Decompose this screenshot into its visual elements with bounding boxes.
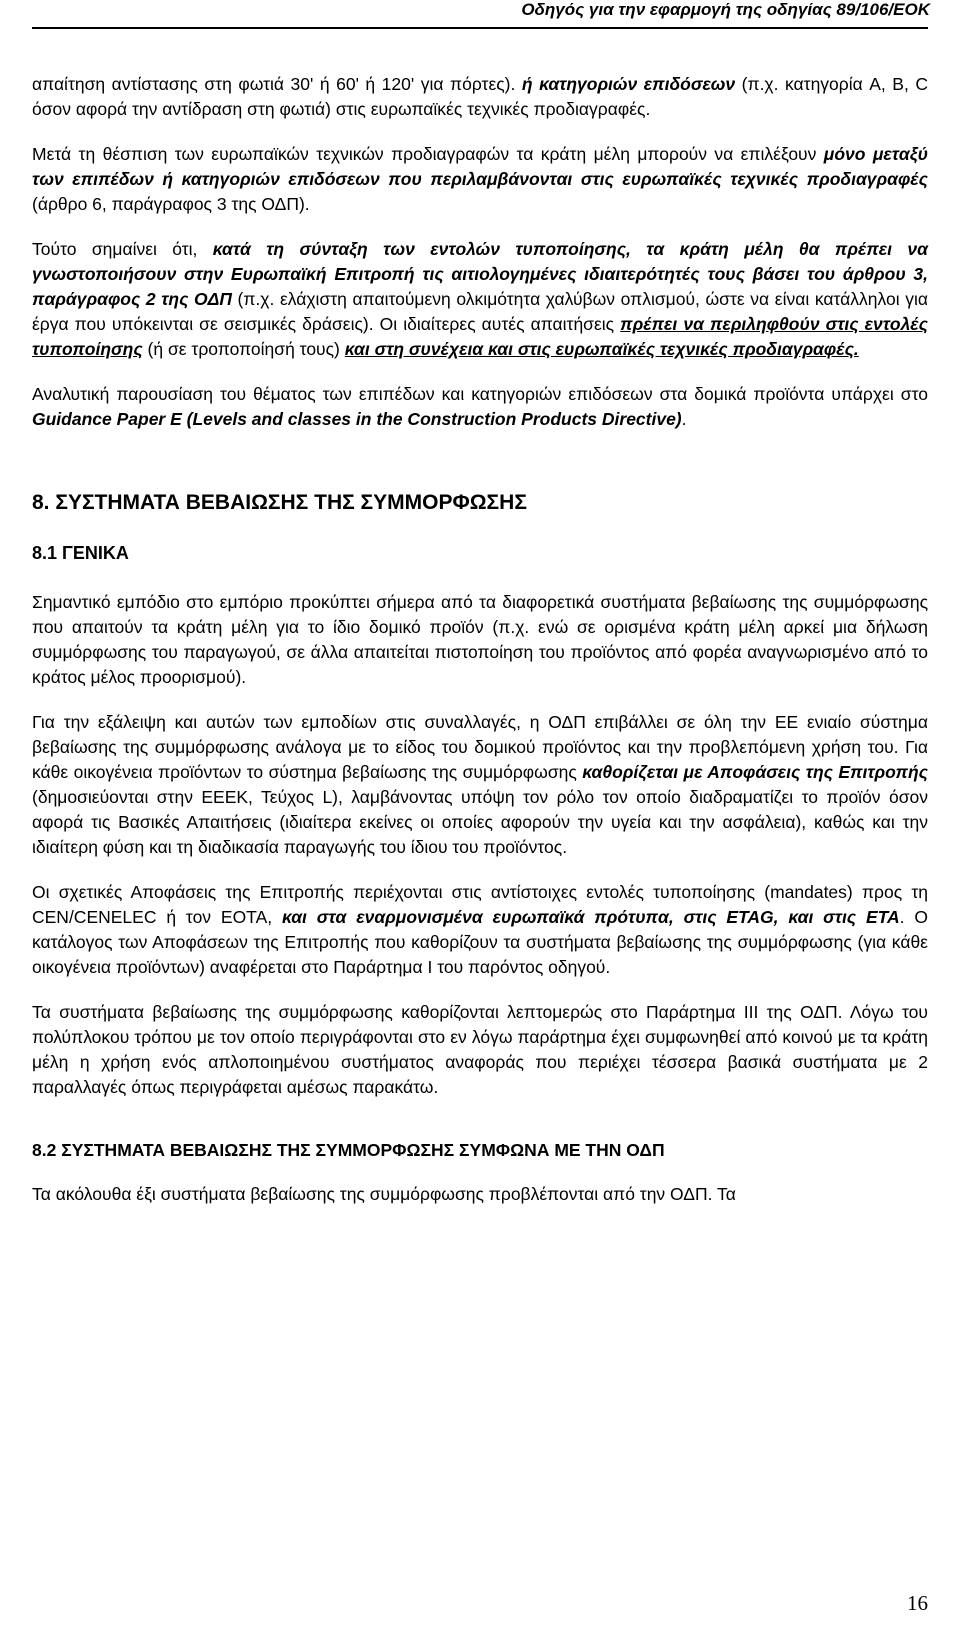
page-header [0,0,960,40]
header-rule [32,27,928,29]
text: Τούτο σημαίνει ότι, [32,239,213,259]
paragraph-1 [32,72,928,122]
emphasis: κατά τη σύνταξη των εντολών τυποποίησης, τα κράτη μέλη θα πρέπει να γνωστοποιήσουν στην Ευρωπαϊκή Επιτροπή τις αιτιολογημένες ιδιαιτερότητές τους βάσει του άρθρου 3, παράγραφος 2 της ΟΔΠ [32,239,928,309]
text: . Ο κατάλογος των Αποφάσεων της Επιτροπής που καθορίζουν τα συστήματα βεβαίωσης της συμμόρφωσης (για κάθε οικογένεια προϊόντων) αναφέρεται στο Παράρτημα Ι του παρόντος οδηγού. [32,907,928,977]
paragraph-6 [32,710,928,860]
emphasis: μόνο μεταξύ των επιπέδων ή κατηγοριών επιδόσεων που περιλαμβάνονται στις ευρωπαϊκές τεχνικές προδιαγραφές [32,144,928,189]
text: Μετά τη θέσπιση των ευρωπαϊκών τεχνικών προδιαγραφών τα κράτη μέλη μπορούν να επιλέξουν [32,144,824,164]
text: Σημαντικό εμπόδιο στο εμπόριο προκύπτει σήμερα από τα διαφορετικά συστήματα βεβαίωσης της συμμόρφωσης που απαιτούν τα κράτη μέλη για το ίδιο δομικό προϊόν (π.χ. ενώ σε ορισμένα κράτη μέλη αρκεί μια δήλωση συμμόρφωσης του παραγωγού, σε άλλα απαιτείται πιστοποίηση του προϊόντος από φορέα αναγνωρισμένο από το κράτος μέλος προορισμού). [32,592,928,687]
text: (δημοσιεύονται στην ΕΕΕΚ, Τεύχος L), λαμβάνοντας υπόψη τον ρόλο τον οποίο διαδραματίζει το προϊόν όσον αφορά τις Βασικές Απαιτήσεις (ιδιαίτερα εκείνες οι οποίες αφορούν την υγεία και την ασφάλεια), καθώς και την ιδιαίτερη φύση και τη διαδικασία παραγωγής του ίδιου του προϊόντος. [32,787,928,857]
emphasis: ή κατηγοριών επιδόσεων [521,74,736,94]
section-8-heading: 8. ΣΥΣΤΗΜΑΤΑ ΒΕΒΑΙΩΣΗΣ ΤΗΣ ΣΥΜΜΟΡΦΩΣΗΣ [32,491,527,514]
text: Οι σχετικές Αποφάσεις της Επιτροπής περιέχονται στις αντίστοιχες εντολές τυποποίησης (mandates) προς τη CEN/CENELEC ή τον ΕΟΤΑ, [32,882,928,927]
paragraph-3 [32,237,928,362]
text: (ή σε τροποποίησή τους) [142,339,345,359]
paragraph-4 [32,382,928,432]
text: (π.χ. κατηγορία A, B, C όσον αφορά την αντίδραση στη φωτιά) στις ευρωπαϊκές τεχνικές προδιαγραφές. [32,74,928,119]
emphasis: και στα εναρμονισμένα ευρωπαϊκά πρότυπα, στις ETAG, και στις ETA [281,907,900,927]
text: Τα ακόλουθα έξι συστήματα βεβαίωσης της συμμόρφωσης προβλέπονται από την ΟΔΠ. Τα [32,1184,736,1204]
guidance-paper-reference: Guidance Paper E (Levels and classes in the Construction Products Directive) [32,409,682,429]
page-number: 16 [907,1591,928,1615]
text: (π.χ. ελάχιστη απαιτούμενη ολκιμότητα χαλύβων οπλισμού, ώστε να είναι κατάλληλοι για έργα που υπόκεινται σε σεισμικές δράσεις). Οι ιδιαίτερες αυτές απαιτήσεις [32,289,928,334]
page-content [32,72,928,1227]
text: Τα συστήματα βεβαίωσης της συμμόρφωσης καθορίζονται λεπτομερώς στο Παράρτημα ΙΙΙ της ΟΔΠ. Λόγω του πολύπλοκου τρόπου με τον οποίο περιγράφονται στο εν λόγω παράρτημα έχει συμφωνηθεί από κοινού με τα κράτη μέλη η χρήση ενός απλοποιημένου συστήματος αναφοράς που περιέχει τέσσερα βασικά συστήματα με 2 παραλλαγές όπως περιγράφεται αμέσως παρακάτω. [32,1002,928,1097]
paragraph-7 [32,880,928,980]
paragraph-9 [32,1182,928,1207]
text: Αναλυτική παρουσίαση του θέματος των επιπέδων και κατηγοριών επιδόσεων στα δομικά προϊόντα υπάρχει στο [32,384,928,404]
section-8-2-heading: 8.2 ΣΥΣΤΗΜΑΤΑ ΒΕΒΑΙΩΣΗΣ ΤΗΣ ΣΥΜΜΟΡΦΩΣΗΣ ΣΥΜΦΩΝΑ ΜΕ ΤΗΝ ΟΔΠ [32,1140,665,1160]
header-title: Οδηγός για την εφαρμογή της οδηγίας 89/106/ΕΟΚ [521,0,930,19]
emphasis: καθορίζεται με Αποφάσεις της Επιτροπής [582,762,928,782]
emphasis-underlined: και στη συνέχεια και στις ευρωπαϊκές τεχνικές προδιαγραφές. [344,339,859,359]
section-8-1-heading: 8.1 ΓΕΝΙΚΑ [32,543,129,563]
text: Για την εξάλειψη και αυτών των εμποδίων στις συναλλαγές, η ΟΔΠ επιβάλλει σε όλη την ΕΕ ενιαίο σύστημα βεβαίωσης της συμμόρφωσης ανάλογα με το είδος του δομικού προϊόντος και την προβλεπόμενη χρήση του. Για κάθε οικογένεια προϊόντων το σύστημα βεβαίωσης της συμμόρφωσης [32,712,928,782]
text: απαίτηση αντίστασης στη φωτιά 30' ή 60' ή 120' για πόρτες). [32,74,522,94]
text: (άρθρο 6, παράγραφος 3 της ΟΔΠ). [32,194,310,214]
emphasis-underlined: πρέπει να περιληφθούν στις εντολές τυποποίησης [32,314,928,359]
text: . [681,409,687,429]
paragraph-2 [32,142,928,217]
paragraph-8 [32,1000,928,1100]
paragraph-5 [32,590,928,690]
